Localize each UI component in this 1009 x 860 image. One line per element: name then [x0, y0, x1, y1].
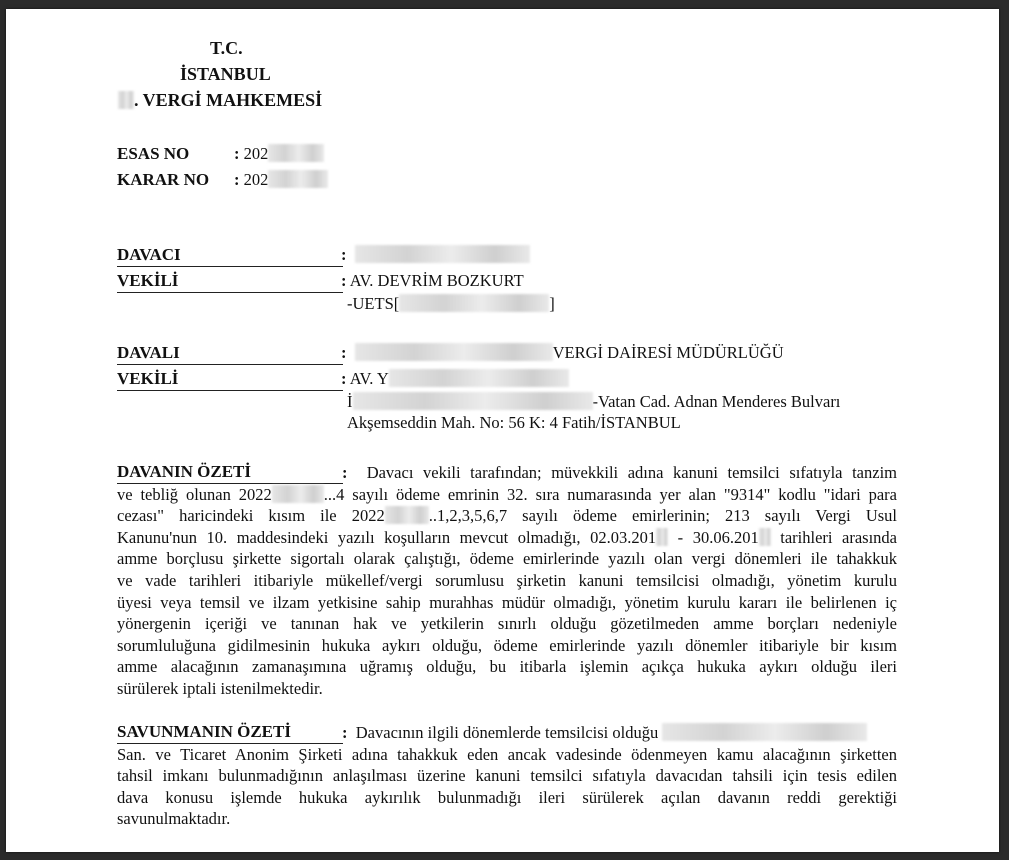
ozet-line-2-b: ...4 sayılı ödeme emrinin 32. sıra numarasında yer alan "9314" kodlu "idari para: [323, 484, 897, 504]
davali-underline: [117, 364, 343, 365]
davali-vekil-name: [341, 369, 569, 389]
davali-vekil-label: VEKİLİ: [117, 369, 179, 388]
ozet-line-4-a: Kanunu'nun 10. maddesindeki yazılı koşulların mevcut olmadığı, 02.03.201: [117, 527, 657, 547]
karar-colon: :: [234, 170, 240, 189]
redacted-block: [662, 723, 867, 741]
ozet-line-8: yönergenin içeriği ve tanınan hak ve yetkilerin sınırlı olduğu gözetilmeden amme borçları nedeniyle: [117, 614, 897, 634]
davaci-label: DAVACI: [117, 245, 181, 264]
davali-vekil-address1: [347, 392, 840, 412]
ozet-line-5: amme borçlusu şirkette sigortalı olarak çalıştığı, ödeme emirlerinde yazılı olan vergi dönemleri ile tahakkuk: [117, 549, 897, 569]
ozet-line-4-c: tarihleri arasında: [780, 527, 898, 547]
redacted-block: [355, 245, 530, 263]
ozet-line-1-text: Davacı vekili tarafından; müvekkili adına kanuni temsilci sıfatıyla tanzim: [366, 463, 897, 482]
ozet-line-4: [117, 527, 897, 549]
court-name: [118, 90, 322, 111]
ozet-line-9: sorumluluğuna gidilmesinin hukuka aykırı olduğu, ödeme emirlerinde yazılı dönemler itibariyle bir kısım: [117, 635, 897, 655]
ozet-line-10: amme alacağının zamanaşımına uğramış olduğu, bu itibarla işlemin açıkça hukuka aykırı olduğu ileri: [117, 657, 897, 677]
ozet-line-3: [117, 505, 897, 527]
karar-label: KARAR NO: [117, 170, 210, 189]
address1-prefix: İ: [347, 392, 353, 411]
redacted-block: [399, 294, 549, 312]
davali-vekil-address2: Akşemseddin Mah. No: 56 K: 4 Fatih/İSTANBUL: [347, 413, 681, 432]
davaci-vekil-underline: [117, 292, 343, 293]
davaci-vekil-uets: [347, 294, 555, 314]
uets-prefix: -UETS[: [347, 294, 400, 313]
court-tc: T.C.: [210, 38, 243, 58]
ozet-line-2: [117, 484, 897, 506]
redacted-block: [355, 343, 553, 361]
davali-vekil-underline: [117, 390, 343, 391]
ozet-line-3-b: ..1,2,3,5,6,7 sayılı ödeme emirlerinin; 213 sayılı Vergi Usul: [428, 506, 897, 526]
redacted-block: [268, 170, 328, 188]
davali-value: [341, 343, 784, 363]
redacted-block: [759, 528, 771, 546]
davali-colon: :: [341, 343, 347, 362]
ozet-line-6: ve vade tarihleri itibariyle mükellef/vergi sorumlusu şirketin kanuni temsilcisi olmadığı, yönetim kurulu: [117, 570, 897, 590]
court-name-text: . VERGİ MAHKEMESİ: [134, 90, 323, 110]
davali-value-text: VERGİ DAİRESİ MÜDÜRLÜĞÜ: [552, 343, 784, 362]
ozet-label: DAVANIN ÖZETİ: [117, 462, 251, 481]
karar-value-text: 202: [243, 170, 269, 189]
esas-value-text: 202: [243, 144, 269, 163]
savunma-line-1: [117, 722, 897, 744]
davaci-underline: [117, 266, 343, 267]
davali-vekil-name-text: AV. Y: [349, 369, 389, 388]
redacted-block: [656, 528, 668, 546]
davaci-colon: :: [341, 245, 347, 264]
redacted-block: [118, 91, 134, 109]
ozet-line-7: üyesi veya temsil ve ilzam yetkisine sahip murahhas müdür olmadığı, yönetim kurulu kararı ile belirlenen iç: [117, 592, 897, 612]
savunma-line-5: savunulmaktadır.: [117, 809, 231, 829]
davaci-vekil-name-text: AV. DEVRİM BOZKURT: [349, 271, 524, 290]
ozet-paragraph: [117, 462, 897, 700]
savunma-line-1-text: Davacının ilgili dönemlerde temsilcisi olduğu: [355, 723, 659, 742]
ozet-line-3-a: cezası" haricindeki kısım ile 2022: [117, 506, 385, 526]
ozet-line-4-b: - 30.06.201: [677, 527, 759, 547]
court-city: İSTANBUL: [180, 64, 271, 84]
davali-vekil-colon: :: [341, 369, 347, 388]
davaci-vekil-colon: :: [341, 271, 347, 290]
redacted-block: [385, 506, 429, 524]
address1-suffix: -Vatan Cad. Adnan Menderes Bulvarı: [592, 392, 841, 411]
savunma-label: SAVUNMANIN ÖZETİ: [117, 722, 291, 741]
savunma-line-2: San. ve Ticaret Anonim Şirketi adına tahakkuk eden ancak vadesinde ödenmeyen kamu alacağının şirketten: [117, 744, 897, 764]
davaci-vekil-label: VEKİLİ: [117, 271, 179, 290]
davali-label: DAVALI: [117, 343, 180, 362]
savunma-line-4: dava konusu işlemde hukuka aykırılık bulunmadığı ileri sürülerek açılan davanın reddi gerektiği: [117, 787, 897, 807]
redacted-block: [272, 485, 324, 503]
redacted-block: [268, 144, 324, 162]
redacted-block: [389, 369, 569, 387]
redacted-block: [353, 392, 593, 410]
ozet-line-1: [117, 462, 897, 484]
ozet-line-11: sürülerek iptali istenilmektedir.: [117, 678, 323, 698]
karar-value: [234, 170, 328, 190]
uets-suffix: ]: [549, 294, 555, 313]
esas-colon: :: [234, 144, 240, 163]
davaci-vekil-name: [341, 271, 524, 291]
savunma-line-3: tahsil imkanı bulunmadığının anlaşılması üzerine kanuni temsilci sıfatıyla davacıdan tahsili için tesis edilen: [117, 766, 897, 786]
davaci-value: [341, 245, 530, 265]
savunma-paragraph: [117, 722, 897, 830]
document-page: [6, 9, 999, 852]
esas-label: ESAS NO: [117, 144, 190, 163]
ozet-colon: :: [342, 463, 348, 482]
ozet-line-2-a: ve tebliğ olunan 2022: [117, 484, 272, 504]
esas-value: [234, 144, 324, 164]
savunma-colon: :: [342, 723, 348, 742]
